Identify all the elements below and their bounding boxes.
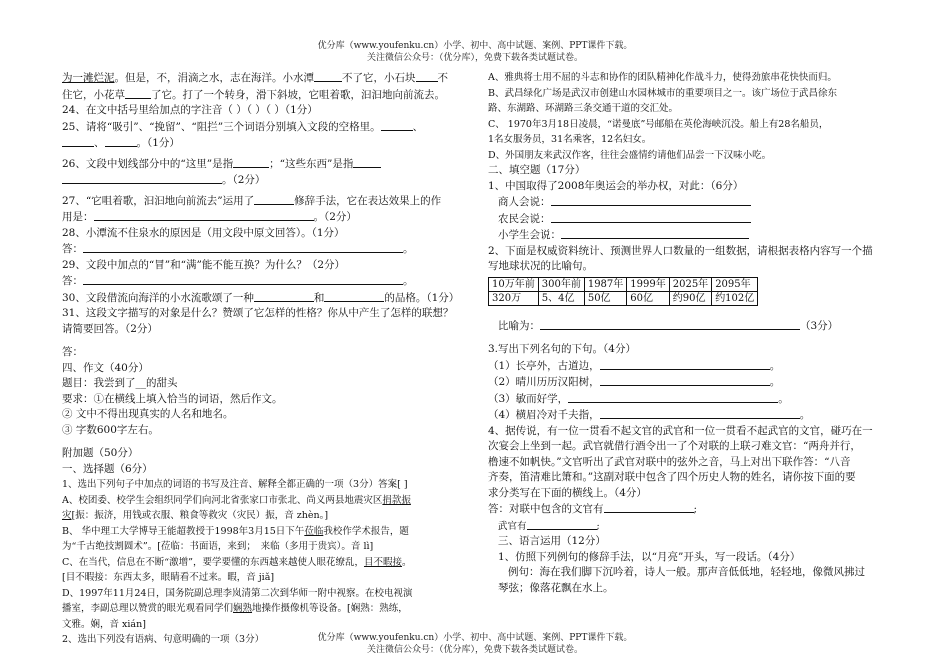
blank (254, 290, 314, 302)
answer-line (551, 211, 751, 223)
question-31-cont: 请简要回答。（2分） (62, 322, 158, 335)
answer-line (83, 273, 403, 285)
underlined-word: 目不暇接 (363, 556, 402, 568)
blank (353, 156, 381, 168)
answer-31: 答： (62, 346, 83, 358)
answer-line (600, 358, 770, 370)
fill-question-4-l4: 齐奏，笛清难比箫和。”这副对联中包含了四个历史人物的姓名，请你按下面的要 (488, 471, 856, 483)
quote-3: （3）敏而好学， 。 (488, 392, 789, 405)
composition-topic: 题目：我尝到了__的甜头 (62, 377, 178, 389)
merchant-says: 商人会说： (488, 194, 883, 211)
option-a-cont: 灾[振：振济，用钱或衣服、粮食等救灾（灾民）振，音 zhèn。] (62, 510, 329, 521)
population-table (488, 277, 758, 306)
fill-question-4-l5: 求分类写在下面的横线上。（4分） (488, 486, 647, 499)
option-b-cont: 为“千古绝技割圆术”。[莅临：书面语，来到； 来临（多用于贵宾）。音 lì] (62, 541, 374, 552)
answer-line (551, 194, 751, 206)
composition-req-2: ② 文中不得出现真实的人名和地名。 (62, 408, 234, 420)
answer-line (561, 227, 749, 239)
table-cell: 2025年 (669, 277, 711, 291)
question-25: 25、请将“吸引”、“挽留”、“阻拦”三个词语分别填入文段的空格里。 、 (62, 120, 424, 133)
example-sentence-cont: 琴弦；像落花飘在水上。 (498, 581, 614, 594)
blank (62, 172, 222, 184)
underlined-word: 娴熟 (233, 603, 253, 614)
answer-line (83, 241, 403, 253)
section-fill-blank: 二、填空题（17分） (488, 164, 586, 176)
option-2c: C、 1970年3月18日凌晨，“诺曼底”号邮船在英伦海峡沉没。船上有28名船员， (488, 118, 829, 130)
table-cell: 5、4亿 (538, 291, 584, 305)
passage-line-1: 为一滩烂泥。但是，不，涓滴之水，志在海洋。小水潭 不了它，小石块 不 (62, 72, 448, 84)
example-sentence: 例句：海在我们脚下沉吟着，诗人一般。那声音低低地，轻轻地，像微风拂过 (508, 566, 865, 578)
table-row (489, 291, 758, 305)
composition-req-3: ③ 字数600字左右。 (62, 423, 159, 436)
header-line-2: 关注微信公众号：（优分库），免费下载各类试题试卷。 (366, 53, 583, 63)
table-row (489, 277, 758, 291)
table-cell: 300年前 (538, 277, 584, 291)
answer-line (604, 501, 694, 513)
option-2d: D、外国朋友来武汉作客，往往会盛情约请他们品尝一下汉味小吃。 (488, 149, 772, 161)
page-header (0, 40, 950, 64)
question-26-cont: 。（2分） (62, 172, 478, 189)
metaphor-answer: 比喻为： （3分） (498, 319, 839, 332)
table-cell: 1987年 (584, 277, 626, 291)
table-cell: 2095年 (712, 277, 758, 291)
fill-question-4-l2: 次宴会上坐到一起。武官就借行酒令出一了个对联的上联刁难文官：“两舟并行， (488, 440, 861, 452)
table-cell: 320万 (489, 291, 539, 305)
answer-line (600, 407, 800, 419)
right-column (488, 70, 883, 596)
question-29: 29、文段中加点的“冒”和“满”能不能互换？为什么？（2分） (62, 258, 346, 271)
composition-req-1: 要求：①在横线上填入恰当的词语，然后作文。 (62, 392, 283, 405)
quote-4: （4）横眉冷对千夫指， 。 (488, 409, 811, 421)
quote-1: （1）长亭外，古道边， 。 (488, 359, 781, 372)
choice-question-1: 1、选出下列句子中加点的词语的书写及注音、解释全都正确的一项（3分）答案[ ] (62, 479, 408, 490)
fill-question-3: 3.写出下列名句的下句。（4分） (488, 343, 636, 355)
extra-section-title: 附加题（50分） (62, 447, 139, 459)
underlined-phrase: 为一滩烂泥 (62, 72, 115, 84)
pupil-says: 小学生会说： (488, 227, 883, 244)
option-c: C、在当代，信息在不断“激增”，要学要懂的东西越来越使人眼花缭乱，目不暇接。 (62, 556, 412, 568)
underlined-word: 捐款振 (382, 494, 411, 506)
option-2a: A、雅典将士用不屈的斗志和协作的团队精神化作战斗力，使得劲旅串花快快而归。 (488, 72, 837, 83)
section-choice: 一、选择题（6分） (62, 462, 153, 475)
option-2b-cont: 路、东湖路、环湖路三条交通干道的交汇处。 (488, 103, 679, 114)
military-officers-answer: 武官有 ; (488, 518, 883, 535)
blank (314, 70, 342, 82)
blank (324, 290, 384, 302)
civil-officers-answer: 答：对联中包含的文官有 ; (488, 503, 698, 515)
option-d: D、1997年11月24日，国务院副总理李岚清第二次到华师一附中视察。在校电视演 (62, 587, 413, 599)
table-cell: 1999年 (627, 277, 669, 291)
blank (62, 135, 94, 147)
question-28: 28、小潭流不住泉水的原因是（用文段中原文回答）。（1分） (62, 226, 345, 239)
answer-line (600, 374, 770, 386)
question-31: 31、这段文字描写的对象是什么？赞颂了它怎样的性格？你从中产生了怎样的联想？ (62, 307, 454, 319)
option-2c-cont: 1名女服务员，31名乘客，12名妇女。 (488, 134, 652, 145)
blank (416, 70, 438, 82)
table-cell: 50亿 (584, 291, 626, 305)
option-2b: B、武昌绿化广场是武汉市创建山水园林城市的重要项目之一。该广场位于武昌徐东 (488, 87, 837, 99)
answer-29: 答： 。 (62, 275, 414, 287)
fill-question-2-cont: 写地球状况的比喻句。 (488, 260, 593, 272)
fill-question-1: 1、中国取得了2008年奥运会的举办权，对此：（6分） (488, 179, 744, 192)
option-a: A、校团委、校学生会组织同学们向河北省张家口市张北、尚义两县地震灾区捐款振 (62, 494, 411, 506)
underlined-word: 莅临 (304, 525, 324, 537)
blank (125, 87, 151, 99)
question-24: 24、在文中括号里给加点的字注音（ ）（ ）（ ）（1分） (62, 104, 318, 116)
option-d-cont: 播室，李副总理以赞赏的眼光观看同学们娴熟地操作摄像机等设备。[娴熟：熟练， (62, 603, 408, 614)
header-line-1: 优分库（www.youfenku.cn）小学、初中、高中试题、案例、PPT课件下载。 (317, 41, 633, 51)
left-column (62, 70, 478, 648)
farmer-says: 农民会说： (488, 211, 883, 228)
blank (94, 209, 314, 221)
blank (381, 119, 413, 131)
underlined-word: 灾 (62, 510, 72, 521)
footer-line-1: 优分库（www.youfenku.cn）小学、初中、高中试题、案例、PPT课件下载。 (317, 633, 633, 643)
table-cell: 60亿 (627, 291, 669, 305)
option-d-cont-2: 文雅。娴，音 xián] (62, 618, 146, 630)
question-26: 26、文段中划线部分中的“这里”是指 ；“这些东西”是指 (62, 156, 478, 173)
answer-28: 答： 。 (62, 243, 414, 255)
section-language-use: 三、语言运用（12分） (498, 535, 606, 547)
footer-line-2: 关注微信公众号：（优分库），免费下载各类试题试卷。 (366, 645, 583, 655)
question-30: 30、文段借流向海洋的小水流歌颂了一种 和 的品格。（1分） (62, 291, 460, 304)
question-27: 27、“它咀着歌，汩汩地向前流去”运用了 修辞手法，它在表达效果上的作 (62, 194, 442, 207)
question-25-cont: 、 。（1分） (62, 135, 478, 152)
blank (233, 156, 269, 168)
language-question-1: 1、仿照下列例句的修辞手法，以“月亮”开头，写一段话。（4分） (498, 550, 801, 563)
question-27-cont: 用是： 。（2分） (62, 211, 357, 223)
blank (254, 193, 294, 205)
quote-2: （2）晴川历历汉阳树， 。 (488, 376, 781, 388)
answer-line (568, 391, 778, 403)
fill-question-2: 2、下面是权威资料统计、预测世界人口数量的一组数据，请根据表格内容写一个描 (488, 244, 873, 257)
table-cell: 10万年前 (489, 277, 539, 291)
choice-question-2: 2、选出下列没有语病、句意明确的一项（3分） (62, 634, 265, 645)
fill-question-4-l3: 橹速不如帆快。”文官听出了武官对联中的弦外之音，马上对出下联作答：“八音 (488, 455, 851, 468)
option-b: B、 华中理工大学博导王能超教授于1998年3月15日下午莅临我校作学术报告，题 (62, 525, 409, 537)
blank (105, 135, 137, 147)
passage-line-2: 住它，小花草 了它。打了一个转身，滑下斜坡，它咀着歌，汩汩地向前流去。 (62, 88, 445, 101)
table-cell: 约102亿 (712, 291, 758, 305)
answer-line (527, 518, 597, 530)
answer-line (540, 318, 800, 330)
option-c-cont: [目不暇接：东西太多，眼睛看不过来。暇，音 jiǎ] (62, 572, 275, 583)
table-cell: 约90亿 (669, 291, 711, 305)
section-composition: 四、作文（40分） (62, 361, 149, 374)
fill-question-4: 4、据传说，有一位一贯看不起文官的武官和一位一贯看不起武官的文官，碰巧在一 (488, 424, 873, 437)
page-footer (0, 632, 950, 656)
